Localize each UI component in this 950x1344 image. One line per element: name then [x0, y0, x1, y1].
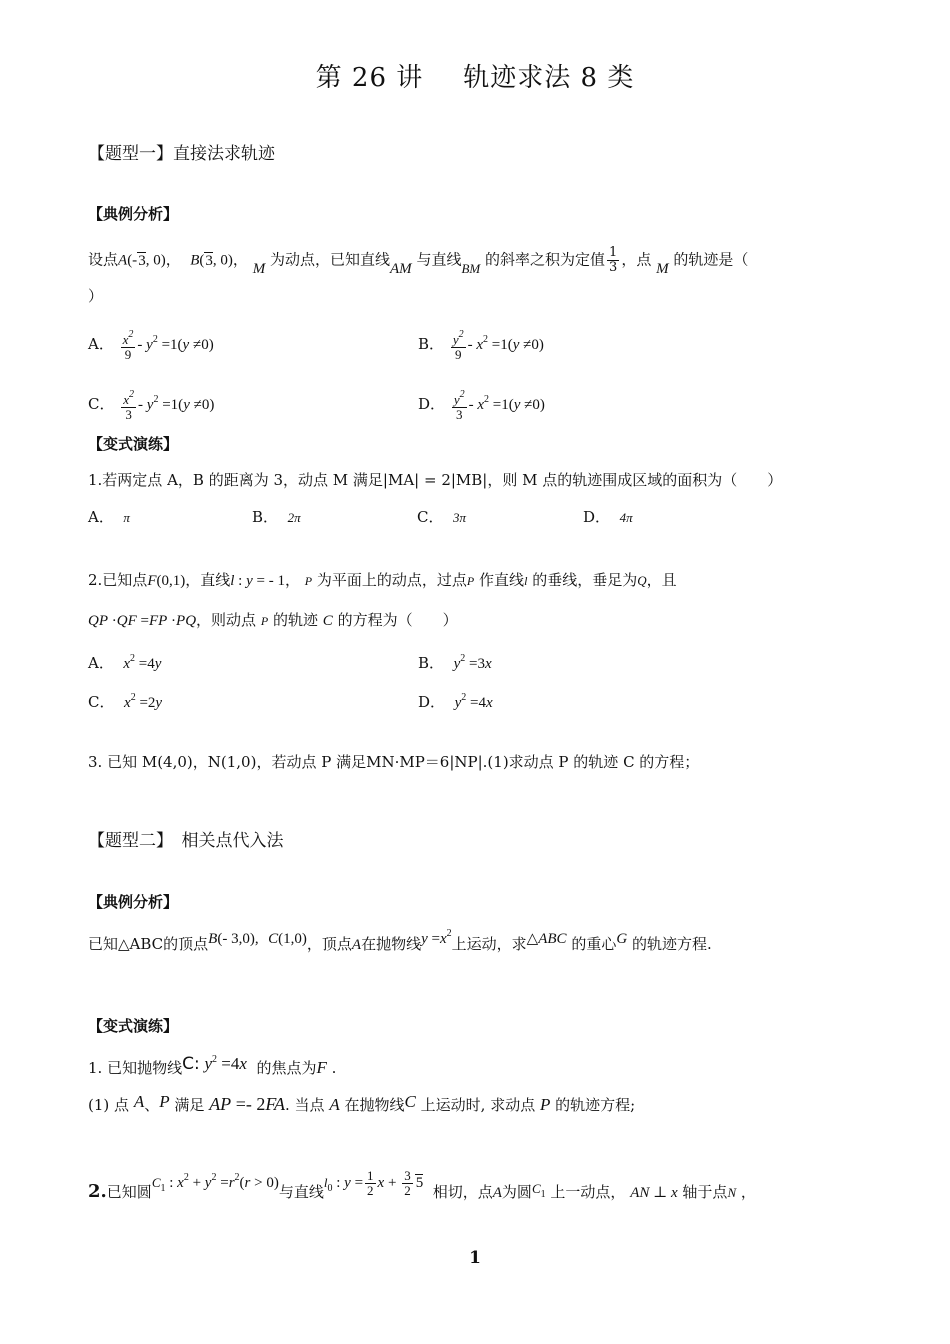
v1-text-a: 1. 已知抛物线: [88, 1059, 183, 1077]
option-d[interactable]: D． $\frac{y^2}{3}$ - $x^2 =1(y \ne 0)$: [418, 389, 545, 422]
q2-text-i: 的轨迹: [272, 611, 318, 629]
fraction-1-3: $\frac{1}{3}$: [609, 245, 618, 275]
option-a[interactable]: A． $\frac{x^2}{9}$ - $y^2 =1(y \ne 0)$: [88, 329, 214, 362]
page-number: 1: [469, 1248, 481, 1268]
q2-text-h: ，则动点: [196, 611, 257, 629]
ex2-text-c: 在抛物线: [361, 935, 422, 953]
q2-text-e: 作直线: [479, 571, 525, 589]
v1-text-i: 的轨迹方程;: [555, 1096, 636, 1114]
ex2-text-b: ，顶点: [306, 935, 352, 953]
example-close-paren: ）: [88, 287, 104, 305]
q2-text-f: 的垂线，垂足为: [532, 571, 638, 589]
q2-option-b[interactable]: B． $y^2 =3x$: [418, 653, 492, 672]
option-b[interactable]: B． $\frac{y^2}{9}$ - $x^2 =1(y \ne 0)$: [418, 329, 544, 362]
v2-text-g: 轴于点: [682, 1183, 728, 1201]
ex1-text-a: 设点: [88, 250, 119, 269]
v2-text-h: ，: [740, 1183, 756, 1201]
v1-text-b: 的焦点为: [256, 1059, 317, 1077]
math-point-a: A: [118, 252, 128, 269]
option-d-label: D．: [418, 395, 446, 413]
ex2-text-f: 的轨迹方程.: [631, 935, 712, 953]
example-label-1: 【典例分析】: [88, 205, 179, 223]
q1-option-b-value: 2π: [287, 510, 301, 525]
section-2-heading: 【题型二】 相关点代入法: [88, 831, 284, 851]
v1-text-f: . 当点: [285, 1096, 325, 1114]
variant-2-line-1: 2.已知圆$C_1$ : $x^2 + y^2 =r^2(r > 0)$与直线$l_0$ : y = $\frac{1}{2}$ x + $\frac{3}{2}$ 5 相切，点A为圆$C_1$ 上一动点， AN ⊥ x 轴于点N ，: [88, 1167, 756, 1202]
section-1-heading: 【题型一】直接法求轨迹: [88, 144, 275, 164]
example-label-2: 【典例分析】: [88, 893, 179, 911]
example-problem-1: 设点A(-3, 0)， B(3, 0)， M 为动点，已知直线AM 与直线BM 的斜率之积为定值 $\frac{1}{3}$ ，点 M 的轨迹是（: [88, 245, 749, 277]
option-c-label: C．: [88, 395, 115, 413]
q2-option-c[interactable]: C． $x^2 =2y$: [88, 692, 163, 711]
v2-text-d: 相切，点: [432, 1183, 493, 1201]
q2-text-g: ，且: [646, 571, 677, 589]
ex1-text-c: 与直线: [416, 250, 462, 269]
v1-text-h: 上运动时, 求动点: [420, 1096, 536, 1114]
v1-text-e: 满足: [174, 1096, 205, 1114]
ex1-text-e: ，点: [621, 250, 652, 269]
v2-text-e: 为圆: [501, 1183, 532, 1201]
q2-option-d[interactable]: D． $y^2 =4x$: [418, 692, 493, 711]
q1-option-c[interactable]: C． 3π: [417, 508, 467, 526]
q1-option-a[interactable]: A． π: [88, 508, 130, 526]
q1-option-b[interactable]: B． 2π: [252, 508, 301, 526]
ex2-text-d: 上运动，求: [451, 935, 527, 953]
q2-option-a[interactable]: A． $x^2 =4y$: [88, 653, 162, 672]
option-b-label: B．: [418, 335, 445, 353]
v1-text-d: (1) 点: [88, 1096, 130, 1114]
v2-text-c: 与直线: [278, 1183, 324, 1201]
q2-text-c: ，: [284, 571, 300, 589]
ex2-text-e: 的重心: [571, 935, 617, 953]
variant-1-line-1: 1. 已知抛物线C: $y^2 =4x$ 的焦点为F .: [88, 1054, 337, 1077]
variant-label-2: 【变式演练】: [88, 1017, 179, 1035]
ex2-text-a: 已知△ABC的顶点: [88, 935, 209, 953]
question-2-line-1: 2.已知点F(0,1)，直线l : y = - 1， P 为平面上的动点，过点P 作直线l 的垂线，垂足为Q，且: [88, 571, 677, 589]
v1-text-g: 在抛物线: [344, 1096, 405, 1114]
variant-1-line-2: (1) 点 A、P 满足 AP =- 2FA. 当点 A 在抛物线C 上运动时, 求动点 P 的轨迹方程;: [88, 1092, 636, 1114]
v2-text-a: 2.: [88, 1181, 107, 1202]
option-a-label: A．: [88, 335, 114, 353]
question-1-text: 1.若两定点 A，B 的距离为 3，动点 M 满足|MA| = 2|MB|，则 M 点的轨迹围成区域的面积为（ ）: [88, 471, 783, 489]
ex1-text-d: 的斜率之积为定值: [485, 250, 606, 269]
option-c[interactable]: C． $\frac{x^2}{3}$ - $y^2 =1(y \ne 0)$: [88, 389, 215, 422]
q2-text-j: 的方程为（ ）: [337, 611, 458, 629]
title-part-2: 轨迹求法 8 类: [463, 63, 635, 93]
question-3-text: 3. 已知 M(4,0)，N(1,0)，若动点 P 满足MN·MP＝6|NP|.(1)求动点 P 的轨迹 C 的方程；: [88, 753, 700, 771]
q1-option-d-value: 4π: [619, 510, 633, 525]
v2-text-f: 上一动点，: [550, 1183, 626, 1201]
title-part-1: 第 26 讲: [315, 63, 424, 93]
q2-text-b: ，直线: [185, 571, 231, 589]
page-title: [0, 60, 950, 96]
question-2-line-2: QP ·QF =FP ·PQ，则动点 P 的轨迹 C 的方程为（ ）: [88, 611, 458, 629]
ex1-text-b: 为动点，已知直线: [269, 250, 390, 269]
q2-text-a: 2.已知点: [88, 571, 148, 589]
example-problem-2: 已知△ABC的顶点B(- 3,0), C(1,0)，顶点A在抛物线$y =x^2$上运动，求△ABC 的重心G 的轨迹方程.: [88, 928, 712, 953]
v2-text-b: 已知圆: [106, 1183, 152, 1201]
ex1-text-f: 的轨迹是（: [673, 250, 749, 269]
v1-text-c: .: [331, 1059, 337, 1077]
q1-option-d[interactable]: D． 4π: [583, 508, 633, 526]
q1-option-c-value: 3π: [453, 510, 467, 525]
variant-label-1: 【变式演练】: [88, 435, 179, 453]
q2-text-d: 为平面上的动点，过点: [316, 571, 467, 589]
q1-option-a-value: π: [123, 510, 130, 525]
